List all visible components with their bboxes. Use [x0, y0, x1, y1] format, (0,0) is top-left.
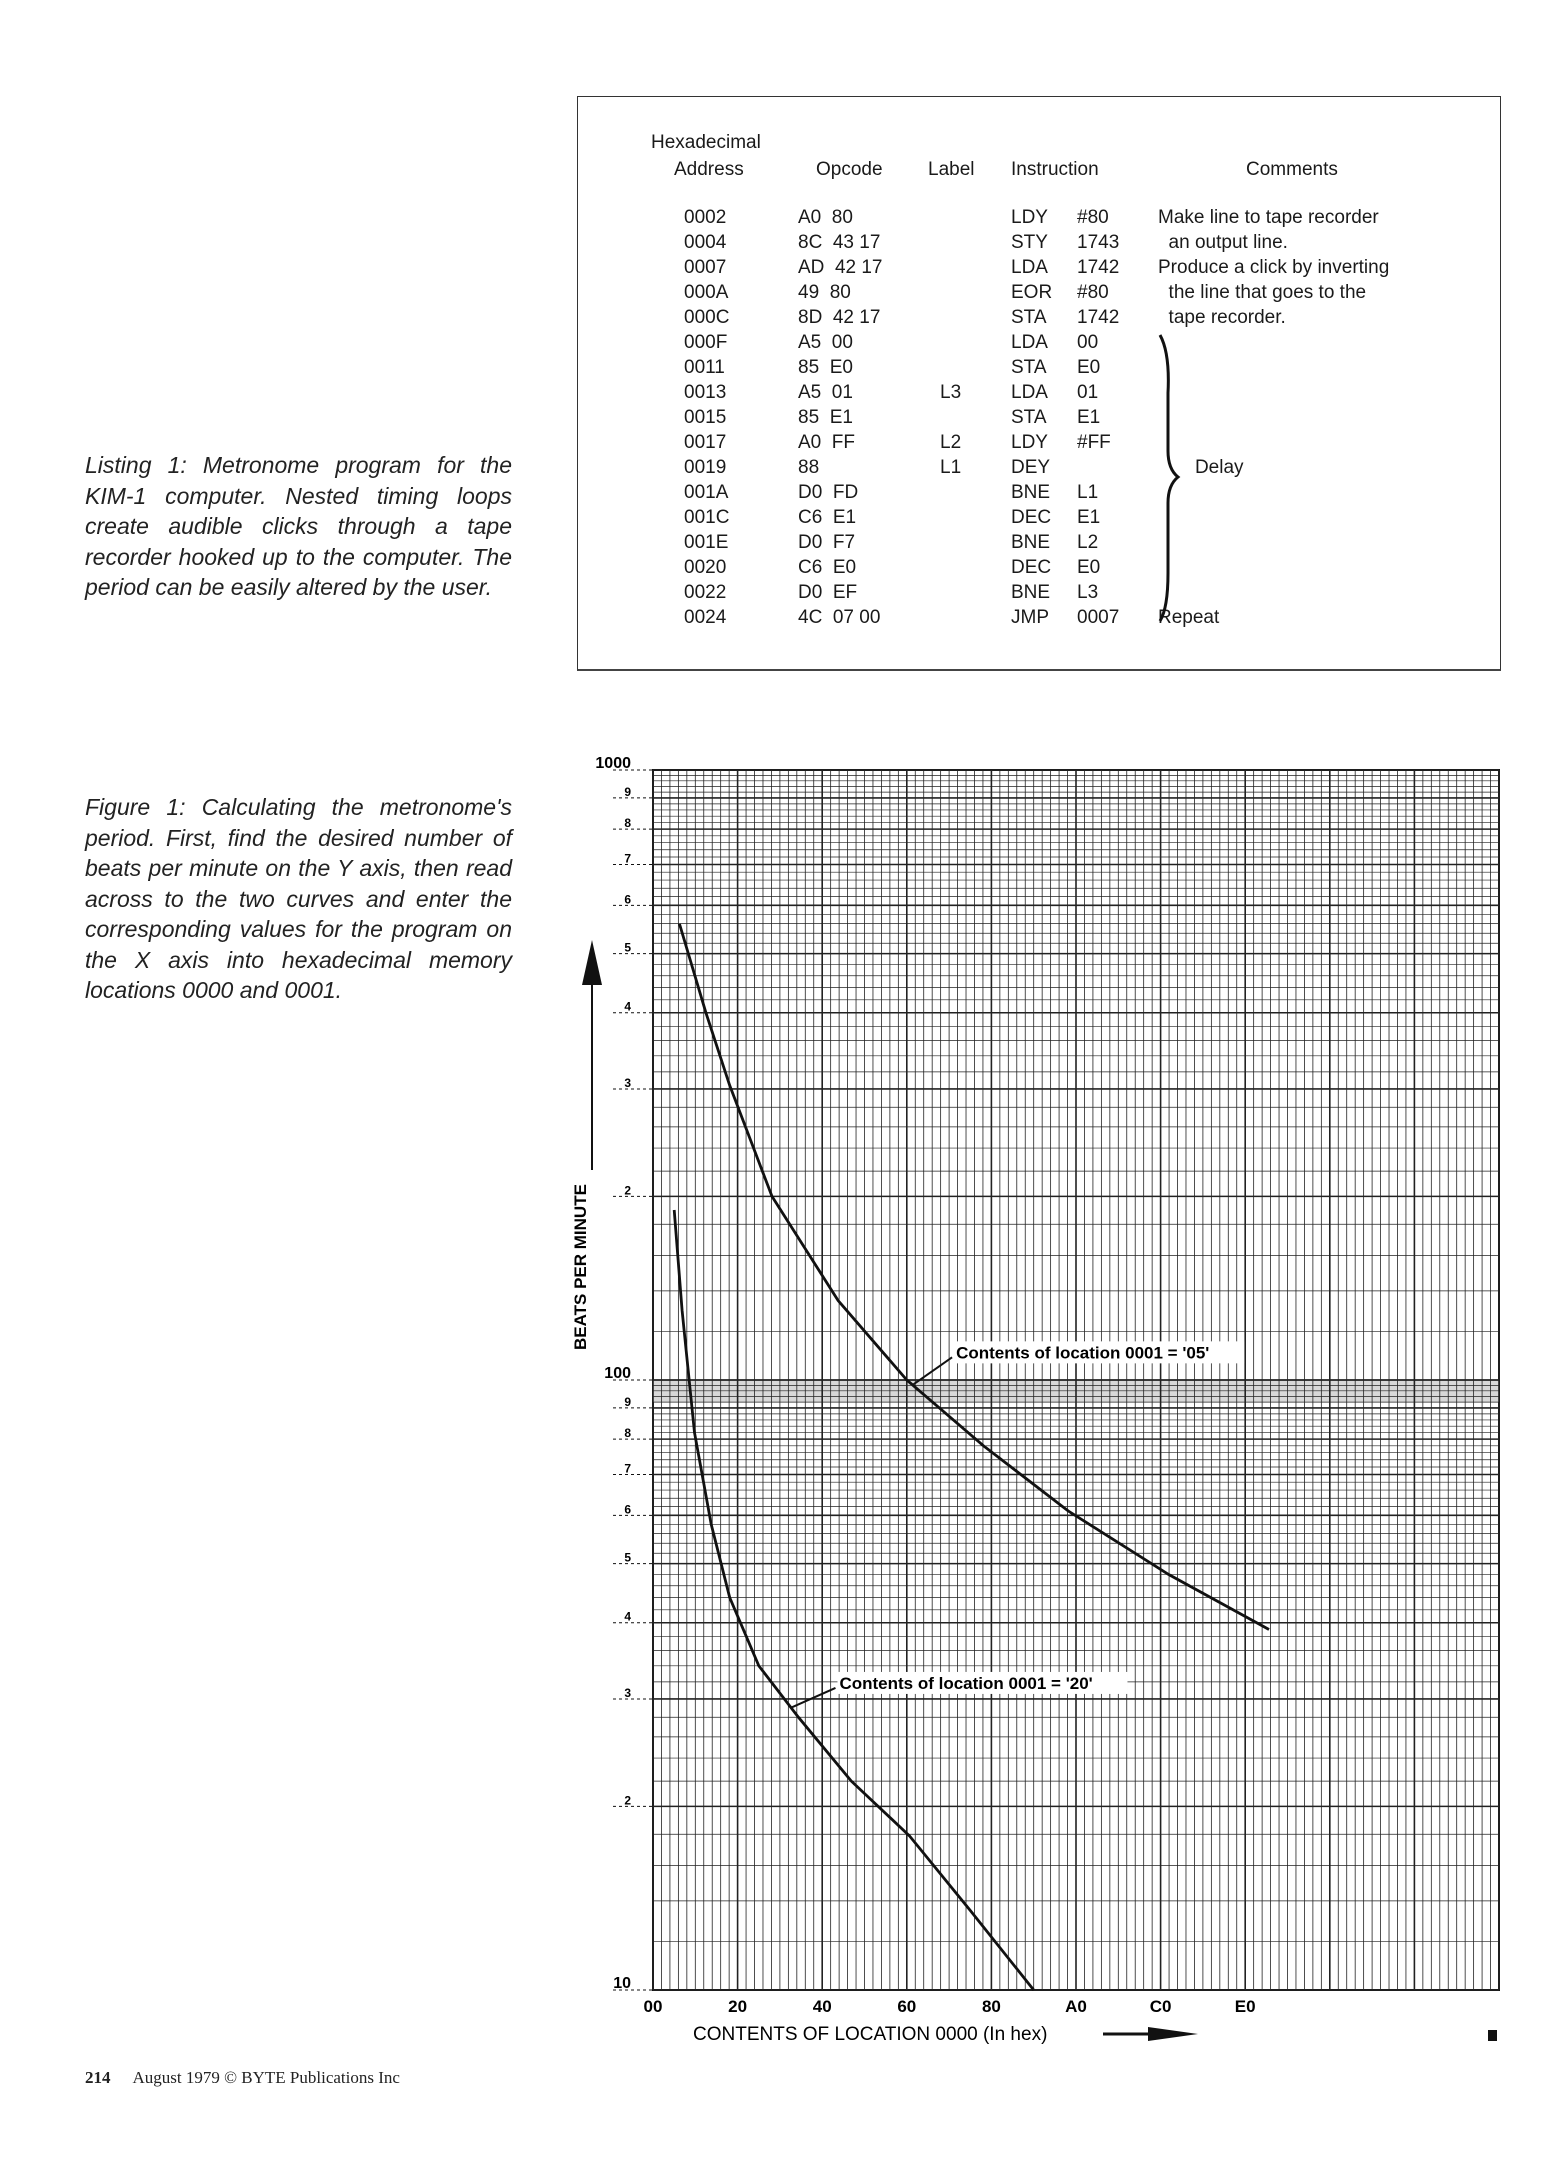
row-mnemonic: BNE — [1011, 532, 1051, 553]
x-tick-label: 60 — [897, 1997, 917, 2016]
y-tick-label: 7 — [624, 851, 631, 866]
header-comments: Comments — [1246, 159, 1338, 180]
end-mark — [1488, 2030, 1497, 2041]
figure-caption: Figure 1: Calculating the metronome's period. First, find the desired number of beats per minute on the Y axis, then read across to the two curves and enter the corresponding values for the program on the X axis into hexadecimal memory locations 0000 and 0001. — [85, 794, 512, 1003]
x-tick-label: 20 — [728, 1997, 748, 2016]
row-mnemonic: DEC — [1011, 557, 1052, 578]
row-mnemonic: LDA — [1011, 382, 1048, 403]
row-address: 0024 — [684, 607, 727, 628]
y-tick-label: 9 — [624, 784, 631, 799]
row-operand: L1 — [1077, 482, 1099, 503]
row-mnemonic: STY — [1011, 232, 1048, 253]
x-axis-arrow-icon — [1148, 2027, 1198, 2041]
row-opcode: C6 E0 — [798, 557, 857, 578]
row-opcode: 85 E1 — [798, 407, 853, 428]
row-address: 0002 — [684, 207, 727, 228]
y-tick-label: 8 — [624, 1426, 631, 1441]
annotation-20: Contents of location 0001 = '20' — [839, 1673, 1093, 1693]
page-footer — [85, 2068, 400, 2088]
x-tick-label: E0 — [1234, 1997, 1256, 2016]
y-tick-label: 9 — [624, 1394, 631, 1409]
row-mnemonic: STA — [1011, 407, 1047, 428]
row-address: 000F — [684, 332, 728, 353]
header-address: Address — [674, 159, 744, 180]
row-opcode: D0 FD — [798, 482, 859, 503]
header-instruction: Instruction — [1011, 159, 1099, 180]
row-comment: an output line. — [1158, 232, 1288, 253]
row-opcode: 85 E0 — [798, 357, 853, 378]
row-mnemonic: BNE — [1011, 582, 1051, 603]
x-tick-label: 80 — [981, 1997, 1001, 2016]
page-number: 214 — [85, 2068, 111, 2087]
row-opcode: A0 FF — [798, 432, 856, 453]
row-address: 0019 — [684, 457, 727, 478]
y-tick-label: 4 — [624, 1609, 631, 1624]
y-axis-arrow-icon — [582, 940, 602, 985]
row-address: 0017 — [684, 432, 727, 453]
row-address: 001C — [684, 507, 730, 528]
annotation-05: Contents of location 0001 = '05' — [956, 1343, 1210, 1363]
row-address: 0020 — [684, 557, 727, 578]
row-opcode: 8D 42 17 — [798, 307, 881, 328]
header-opcode: Opcode — [816, 159, 883, 180]
row-address: 000A — [684, 282, 729, 303]
row-mnemonic: STA — [1011, 307, 1047, 328]
x-tick-label: C0 — [1149, 1997, 1172, 2016]
row-comment: Repeat — [1158, 607, 1220, 628]
row-opcode: A5 01 — [798, 382, 853, 403]
header-label: Label — [928, 159, 975, 180]
x-tick-label: A0 — [1065, 1997, 1087, 2016]
footer-credit: August 1979 © BYTE Publications Inc — [132, 2068, 400, 2087]
row-operand: #FF — [1077, 432, 1111, 453]
row-address: 0004 — [684, 232, 727, 253]
row-operand: E1 — [1077, 407, 1101, 428]
row-opcode: 88 — [798, 457, 820, 478]
row-address: 0022 — [684, 582, 727, 603]
row-mnemonic: DEC — [1011, 507, 1052, 528]
row-mnemonic: STA — [1011, 357, 1047, 378]
y-tick-label: 5 — [624, 1550, 631, 1565]
row-mnemonic: LDY — [1011, 432, 1048, 453]
row-opcode: AD 42 17 — [798, 257, 883, 278]
row-mnemonic: BNE — [1011, 482, 1051, 503]
row-operand: 00 — [1077, 332, 1099, 353]
listing-caption: Listing 1: Metronome program for the KIM-1 computer. Nested timing loops create audible clicks through a tape recorder hooked up to the computer. The period can be easily altered by the user. — [85, 452, 512, 600]
row-operand: L3 — [1077, 582, 1099, 603]
row-opcode: 4C 07 00 — [798, 607, 881, 628]
row-mnemonic: DEY — [1011, 457, 1051, 478]
y-tick-label: 6 — [624, 1502, 631, 1517]
row-operand: E0 — [1077, 557, 1101, 578]
y-tick-label: 1000 — [595, 755, 631, 772]
row-opcode: 8C 43 17 — [798, 232, 881, 253]
row-opcode: D0 EF — [798, 582, 858, 603]
y-tick-label: 8 — [624, 816, 631, 831]
row-address: 0007 — [684, 257, 727, 278]
row-opcode: A5 00 — [798, 332, 853, 353]
row-mnemonic: LDY — [1011, 207, 1048, 228]
row-mnemonic: JMP — [1011, 607, 1049, 628]
row-address: 0011 — [684, 357, 725, 378]
row-mnemonic: LDA — [1011, 332, 1048, 353]
y-tick-label: 2 — [624, 1183, 631, 1198]
y-tick-label: 5 — [624, 940, 631, 955]
row-address: 0013 — [684, 382, 727, 403]
y-tick-label: 4 — [624, 999, 631, 1014]
row-operand: 01 — [1077, 382, 1099, 403]
row-mnemonic: EOR — [1011, 282, 1053, 303]
row-address: 000C — [684, 307, 730, 328]
row-address: 0015 — [684, 407, 727, 428]
row-operand: 1742 — [1077, 257, 1120, 278]
row-operand: #80 — [1077, 282, 1109, 303]
delay-brace — [1156, 333, 1196, 623]
header-address-top: Hexadecimal — [651, 132, 761, 153]
row-opcode: D0 F7 — [798, 532, 856, 553]
y-tick-label: 2 — [624, 1793, 631, 1808]
program-listing — [577, 96, 1501, 671]
y-tick-label: 6 — [624, 892, 631, 907]
row-operand: #80 — [1077, 207, 1109, 228]
y-axis-label: BEATS PER MINUTE — [571, 1184, 590, 1350]
row-operand: 1742 — [1077, 307, 1120, 328]
row-operand: L2 — [1077, 532, 1099, 553]
row-label: L3 — [940, 382, 962, 403]
row-opcode: C6 E1 — [798, 507, 857, 528]
x-tick-label: 40 — [812, 1997, 832, 2016]
row-comment: Make line to tape recorder — [1158, 207, 1379, 228]
row-comment: tape recorder. — [1158, 307, 1286, 328]
row-label: L2 — [940, 432, 962, 453]
x-tick-label: 00 — [643, 1997, 663, 2016]
y-tick-label: 10 — [613, 1975, 631, 1992]
row-address: 001E — [684, 532, 729, 553]
row-operand: 1743 — [1077, 232, 1120, 253]
row-comment: Produce a click by inverting — [1158, 257, 1390, 278]
row-address: 001A — [684, 482, 729, 503]
row-operand: E1 — [1077, 507, 1101, 528]
beats-per-minute-chart — [560, 740, 1560, 2050]
row-label: L1 — [940, 457, 962, 478]
row-operand: 0007 — [1077, 607, 1120, 628]
y-tick-label: 3 — [624, 1075, 631, 1090]
y-tick-label: 7 — [624, 1461, 631, 1476]
row-opcode: 49 80 — [798, 282, 851, 303]
x-axis-label: CONTENTS OF LOCATION 0000 (In hex) — [693, 2024, 1048, 2045]
row-comment: the line that goes to the — [1158, 282, 1367, 303]
y-tick-label: 3 — [624, 1685, 631, 1700]
row-operand: E0 — [1077, 357, 1101, 378]
row-mnemonic: LDA — [1011, 257, 1048, 278]
row-opcode: A0 80 — [798, 207, 853, 228]
row-comment: Delay — [1158, 457, 1244, 478]
y-tick-label: 100 — [604, 1365, 631, 1382]
